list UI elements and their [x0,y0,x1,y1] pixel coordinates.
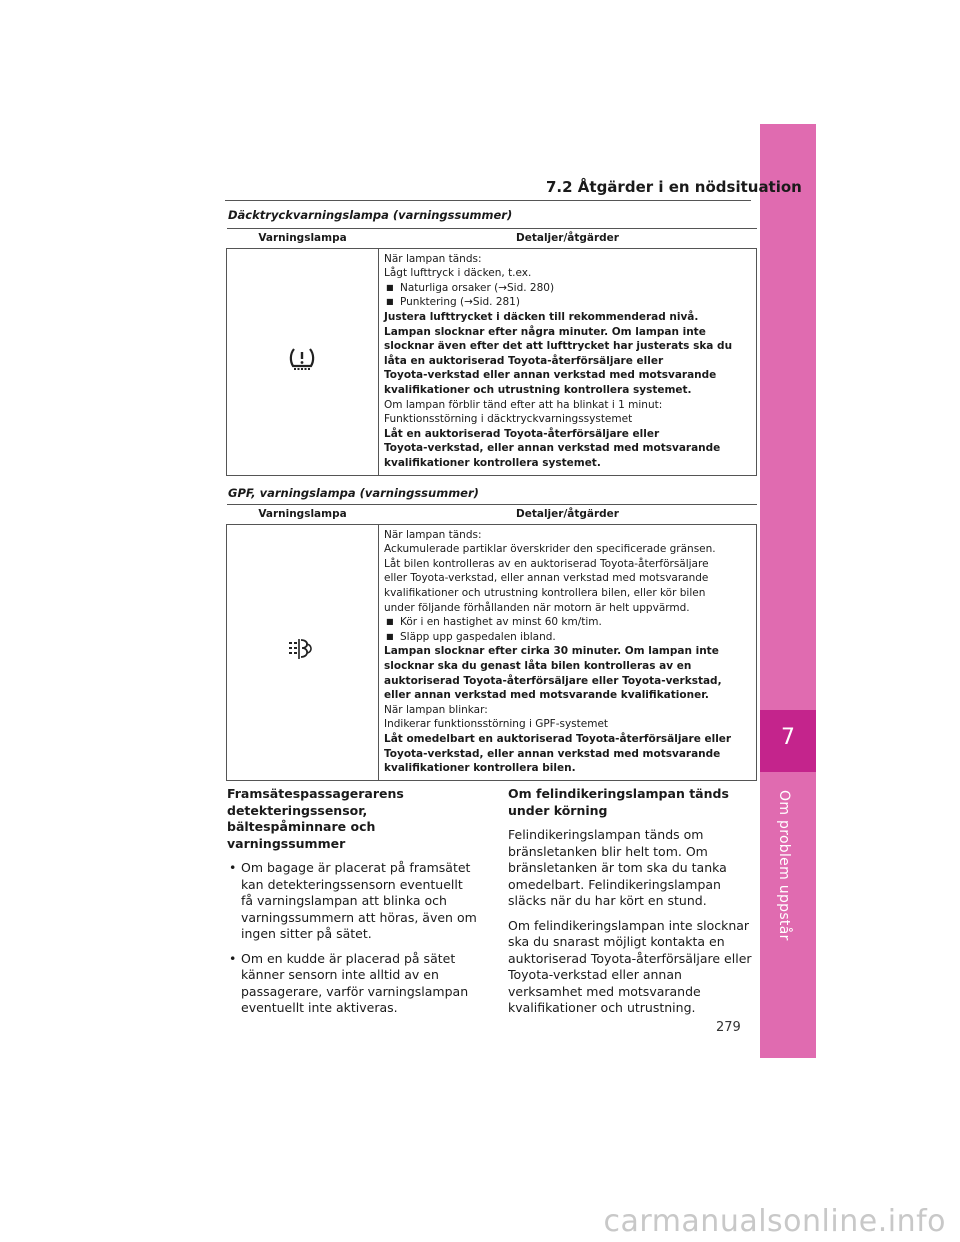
detail-line: Justera lufttrycket i däcken till rekommenderad nivå. [384,310,699,323]
detail-line: kvalifikationer och utrustning kontrollera systemet. [384,383,692,396]
detail-line: Ackumulerade partiklar överskrider den specificerade gränsen. [384,543,716,556]
detail-line: auktoriserad Toyota-återförsäljare eller Toyota-verkstad, [384,674,722,687]
detail-line: eller annan verkstad med motsvarande kvalifikationer. [384,689,709,702]
page-number: 279 [716,1020,741,1035]
detail-line: När lampan tänds: [384,252,482,265]
detail-line: slocknar ska du genast låta bilen kontrolleras av en [384,659,692,672]
tire-details-cell [379,248,757,475]
list-item: ■ Punktering (→Sid. 281) [384,295,750,310]
list-item: • Om bagage är placerat på framsätet kan detekteringssensorn eventuellt få varningslampan att blinka och varningssummern att höras, även om ingen sitter på sätet. [227,860,477,943]
detail-line: kvalifikationer kontrollera systemet. [384,456,601,469]
paragraph: Om felindikeringslampan inte slocknar ska du snarast möjligt kontakta en auktoriserad Toyota-återförsäljare eller Toyota-verkstad eller annan verksamhet med motsvarande kvalifikationer och utrustning. [508,917,752,1015]
section-title: 7.2 Åtgärder i en nödsituation [546,178,802,196]
gpf-details-cell [379,524,757,780]
detail-line: Toyota-verkstad, eller annan verkstad med motsvarande [384,442,721,455]
header-divider [225,200,751,201]
tire-pressure-warning-icon [288,363,316,375]
col-header-lamp: Varningslampa [227,229,379,249]
detail-line: Toyota-verkstad, eller annan verkstad med motsvarande [384,747,721,760]
detail-line: Lampan slocknar efter cirka 30 minuter. Om lampan inte [384,645,719,658]
detail-line: kvalifikationer och utrustning kontrollera bilen, eller kör bilen [384,586,706,599]
gpf-filter-warning-icon [287,653,317,665]
detail-line: kvalifikationer kontrollera bilen. [384,762,576,775]
list-item: ■ Kör i en hastighet av minst 60 km/tim. [384,615,750,630]
detail-line: slocknar även efter det att lufttrycket har justerats ska du [384,340,733,353]
lamp-cell [227,248,379,475]
detail-line: låta en auktoriserad Toyota-återförsäljare eller [384,354,664,367]
tire-warning-heading: Däcktryckvarningslampa (varningssummer) [228,208,513,222]
passenger-sensor-heading: Framsätespassagerarens detekteringssensor, bältespåminnare och varningssummer [227,786,404,851]
list-item: • Om en kudde är placerad på sätet känner sensorn inte alltid av en passagerare, varför varningslampan eventuellt inte aktiveras. [227,951,477,1017]
detail-line: Funktionsstörning i däcktryckvarningssystemet [384,413,633,426]
gpf-warning-heading: GPF, varningslampa (varningssummer) [228,486,479,500]
detail-line: Låt omedelbart en auktoriserad Toyota-återförsäljare eller [384,732,732,745]
detail-line: under följande förhållanden när motorn är helt uppvärmd. [384,601,690,614]
list-item: ■ Naturliga orsaker (→Sid. 280) [384,281,750,296]
chapter-number: 7 [781,725,795,750]
detail-line: Låt bilen kontrolleras av en auktoriserad Toyota-återförsäljare [384,557,709,570]
watermark[interactable]: carmanualsonline.info [603,1204,946,1239]
detail-line: När lampan blinkar: [384,703,488,716]
passenger-sensor-section [227,786,477,1025]
detail-line: eller Toyota-verkstad, eller annan verkstad med motsvarande [384,572,709,585]
col-header-details: Detaljer/åtgärder [379,505,757,525]
gpf-warning-table [226,504,757,781]
malfunction-lamp-heading: Om felindikeringslampan tänds under körning [508,786,729,818]
detail-line: Låt en auktoriserad Toyota-återförsäljare eller [384,427,660,440]
lamp-cell [227,524,379,780]
detail-line: Lampan slocknar efter några minuter. Om lampan inte [384,325,706,338]
detail-line: Indikerar funktionsstörning i GPF-systemet [384,718,609,731]
chapter-label: Om problem uppstår [776,790,792,941]
tire-warning-table [226,228,757,476]
malfunction-lamp-section [508,786,754,1025]
list-item: ■ Släpp upp gaspedalen ibland. [384,630,750,645]
detail-line: Lågt lufttryck i däcken, t.ex. [384,267,532,280]
detail-line: Toyota-verkstad eller annan verkstad med motsvarande [384,369,717,382]
col-header-details: Detaljer/åtgärder [379,229,757,249]
col-header-lamp: Varningslampa [227,505,379,525]
detail-line: När lampan tänds: [384,528,482,541]
detail-line: Om lampan förblir tänd efter att ha blinkat i 1 minut: [384,398,663,411]
paragraph: Felindikeringslampan tänds om bränsletanken blir helt tom. Om bränsletanken är tom ska du tanka omedelbart. Felindikeringslampan släcks när du har kört en stund. [508,827,727,908]
